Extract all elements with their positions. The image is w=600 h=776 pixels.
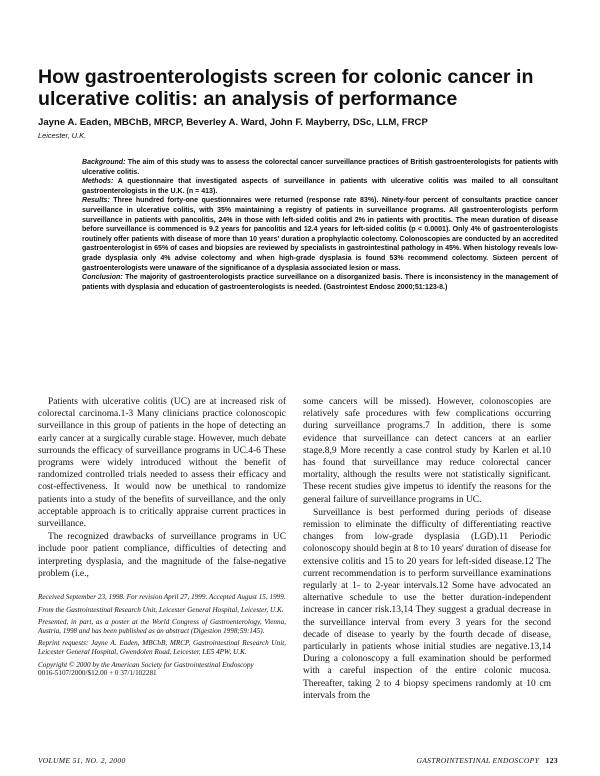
article-title: How gastroenterologists screen for colonic cancer in ulcerative colitis: an analysis of performance — [38, 66, 534, 110]
journal-page — [416, 756, 558, 766]
abstract-methods-label: Methods: — [82, 178, 114, 186]
article-footnotes — [38, 593, 286, 682]
presentation-note: Presented, in part, as a poster at the World Congress of Gastroenterology, Vienna, Austria, 1998 and has been published as an abstract (Digestion 1998;59:145). — [38, 618, 286, 635]
abstract-results-label: Results: — [82, 197, 110, 205]
abstract-results — [82, 196, 558, 273]
abstract-methods-text: A questionnaire that investigated aspects of surveillance in patients with ulcerative colitis was mailed to all consultant gastroenterologists in the U.K. (n = 413). — [82, 178, 558, 195]
institution-note: From the Gastrointestinal Research Unit, Leicester General Hospital, Leicester, U.K. — [38, 605, 284, 614]
abstract-background — [82, 158, 558, 177]
abstract-background-text: The aim of this study was to assess the colorectal cancer surveillance practices of British gastroenterologists for patients with ulcerative colitis. — [82, 159, 558, 176]
body-column-left — [38, 396, 286, 580]
abstract-conclusion-text: The majority of gastroenterologists practice surveillance on a disorganized basis. There is inconsistency in the management of patients with dysplasia and education of gastroenterologists is needed. (Gastrointest Endosc 2000;51:123-8.) — [82, 274, 558, 291]
author-affiliation: Leicester, U.K. — [38, 131, 87, 140]
abstract-conclusion-label: Conclusion: — [82, 274, 123, 282]
abstract-methods — [82, 177, 558, 196]
reprint-requests: Reprint requests: Jayne A. Eaden, MBChB, MRCP, Gastrointestinal Research Unit, Leicester General Hospital, Gwendolen Road, Leicester, LE5 4PW, U.K. — [38, 639, 286, 656]
author-list: Jayne A. Eaden, MBChB, MRCP, Beverley A. Ward, John F. Mayberry, DSc, LLM, FRCP — [38, 117, 428, 128]
body-paragraph: Surveillance is best performed during periods of disease remission to eliminate the difficulty of differentiating reactive changes from low-grade dysplasia (LGD).11 Periodic colonoscopy should begin at 8 to 10 years' duration of disease for extensive colitis and 15 to 20 years for left-sided disease.12 The current recommendation is to perform surveillance examinations regularly at 1- to 2-year intervals.12 Some have advocated an alternative schedule to use the better duration-independent increase in cancer risk.13,14 They suggest a gradual decrease in the surveillance interval from every 3 years for the second decade of disease to yearly by the fourth decade of disease, particularly in patients whose initial studies are negative.13,14 During a colonoscopy a full examination should be performed with a careful inspection of the entire colonic mucosa. Thereafter, taking 2 to 4 biopsy specimens randomly at 10 cm intervals from the — [303, 507, 551, 701]
abstract-conclusion — [82, 273, 558, 292]
body-paragraph: Patients with ulcerative colitis (UC) are at increased risk of colorectal carcinoma.1-3 Many clinicians practice colonoscopic surveillance in this group of patients in the hope of detecting an early cancer at a surgically curable stage. However, much debate surrounds the efficacy of surveillance programs in UC.4-6 These programs were widely introduced without the benefit of randomized controlled trials needed to assess their efficacy and cost-effectiveness. It would now be unethical to randomize patients into a study of the benefits of surveillance, and the only acceptable approach is to critically appraise current practices in surveillance. — [38, 397, 286, 530]
body-paragraph: some cancers will be missed). However, colonoscopies are relatively safe procedures with few complications occurring during surveillance programs.7 In addition, there is some evidence that surveillance can detect cancers at an earlier stage.8,9 More recently a case control study by Karlen et al.10 has found that surveillance may reduce colorectal cancer mortality, although the results were not statistically significant. These recent studies give impetus to identify the reasons for the general failure of surveillance programs in UC. — [303, 397, 551, 505]
body-column-right — [303, 396, 551, 702]
body-paragraph: The recognized drawbacks of surveillance programs in UC include poor patient compliance, difficulties of detecting and interpreting dysplasia, and the magnitude of the false-negative problem (i.e., — [38, 532, 286, 579]
copyright-note — [38, 661, 286, 678]
received-dates: Received September 23, 1998. For revision April 27, 1999. Accepted August 15, 1999. — [38, 593, 286, 601]
volume-info: VOLUME 51, NO. 2, 2000 — [38, 756, 126, 765]
copyright-code: 0016-5107/2000/$12.00 + 0 37/1/102281 — [38, 669, 157, 678]
page-number: 123 — [545, 756, 558, 765]
abstract-results-text: Three hundred forty-one questionnaires were returned (response rate 83%). Ninety-four percent of consultants practice cancer surveillance in ulcerative colitis, with 35% maintaining a registry of patients in surveillance programs. All gastroenterologists perform surveillance in patients with pancolitis, 24% in those with left-sided colitis and 2% in patients with proctitis. The mean duration of disease before surveillance is commenced is 9.2 years for pancolitis and 12.4 years for left-sided colitis (p < 0.0001). Only 4% of gastroenterologists routinely offer patients with disease of more than 10 years' duration a prophylactic colectomy. Colonoscopies are conducted by an accredited gastroenterologist in 65% of cases and biopsies are reviewed by specialists in gastrointestinal pathology in 45%. When histology reveals low-grade dysplasia only 4% advise colectomy and when high-grade dysplasia is found 53% recommend colectomy. Sixteen percent of gastroenterologists were unaware of the significance of a dysplasia associated lesion or mass. — [82, 197, 558, 272]
journal-name: GASTROINTESTINAL ENDOSCOPY — [416, 756, 540, 765]
copyright-text: Copyright © 2000 by the American Society for Gastrointestinal Endoscopy — [38, 660, 254, 669]
abstract — [82, 158, 558, 292]
abstract-background-label: Background: — [82, 159, 126, 166]
